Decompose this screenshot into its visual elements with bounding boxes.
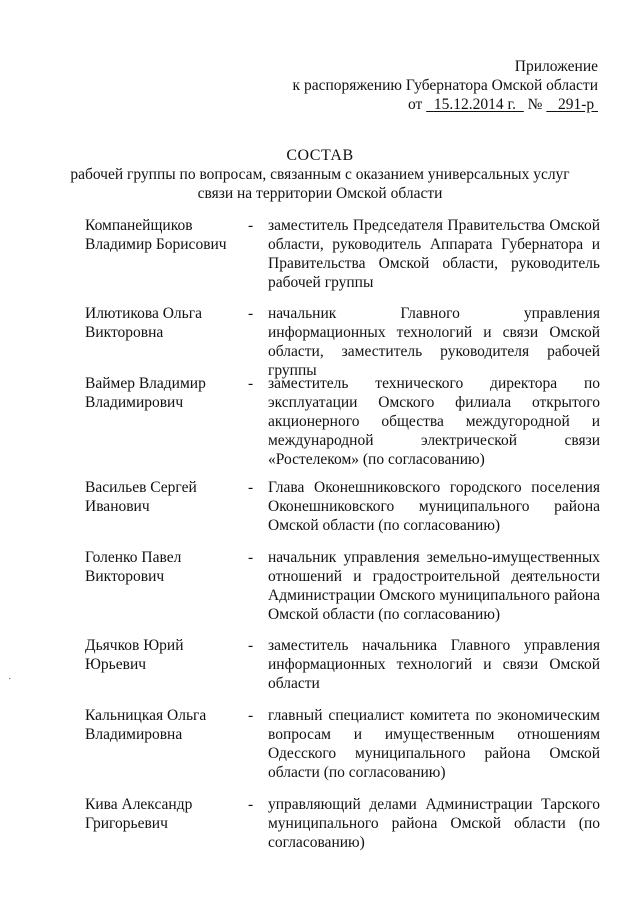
member-name: Компанейщиков Владимир Борисович [85,217,227,253]
order-date: 15.12.2014 г. [433,96,517,113]
member-position: начальник Главного управления информационных технологий и связи Омской области, заместитель руководителя рабочей группы [268,305,600,379]
member-position: заместитель технического директора по эксплуатации Омского филиала открытого акционерного общества междугородной и международной электрической связи «Ростелеком» (по согласованию) [268,375,600,468]
document-title: СОСТАВ [286,147,354,164]
member-name: Голенко Павел Викторович [85,549,182,585]
separator-dash: - [248,637,254,654]
separator-dash: - [248,375,254,392]
appendix-date-line [293,95,598,114]
document-subtitle-line1: рабочей группы по вопросам, связанным с оказанием универсальных услуг [70,166,570,183]
member-position: управляющий делами Администрации Тарского муниципального района Омской области (по согласованию) [268,796,600,851]
member-name: Илютикова Ольга Викторовна [85,305,202,341]
separator-dash: - [248,479,254,496]
member-name: Кальницкая Ольга Владимировна [85,707,207,743]
separator-dash: - [248,549,254,566]
member-position: главный специалист комитета по экономическим вопросам и имущественным отношениям Одесского муниципального района Омской области (по согласованию) [268,707,600,781]
document-heading [0,146,640,203]
number-prefix: № [527,96,543,113]
date-prefix: от [407,96,423,113]
document-subtitle-line2: связи на территории Омской области [197,185,443,202]
scan-speck: ⋅ [8,674,12,685]
member-name: Ваймер Владимир Владимирович [85,375,206,411]
member-position: заместитель Председателя Правительства Омской области, руководитель Аппарата Губернатора и Правительства Омской области, руководитель рабочей группы [268,217,600,291]
separator-dash: - [248,707,254,724]
member-name: Дьячков Юрий Юрьевич [85,637,184,673]
member-position: заместитель начальника Главного управления информационных технологий и связи Омской области [268,637,600,692]
separator-dash: - [248,305,254,322]
member-name: Васильев Сергей Иванович [85,479,197,515]
member-position: начальник управления земельно-имущественных отношений и градостроительной деятельности Администрации Омского муниципального района Омской области (по согласованию) [268,549,600,623]
appendix-block [293,57,598,114]
member-name: Кива Александр Григорьевич [85,796,193,832]
order-number: 291-р [557,96,595,113]
appendix-order-ref: к распоряжению Губернатора Омской области [292,77,598,94]
separator-dash: - [248,217,254,234]
appendix-title: Приложение [514,58,598,75]
separator-dash: - [248,796,254,813]
member-position: Глава Оконешниковского городского поселения Оконешниковского муниципального района Омской области (по согласованию) [268,479,600,534]
